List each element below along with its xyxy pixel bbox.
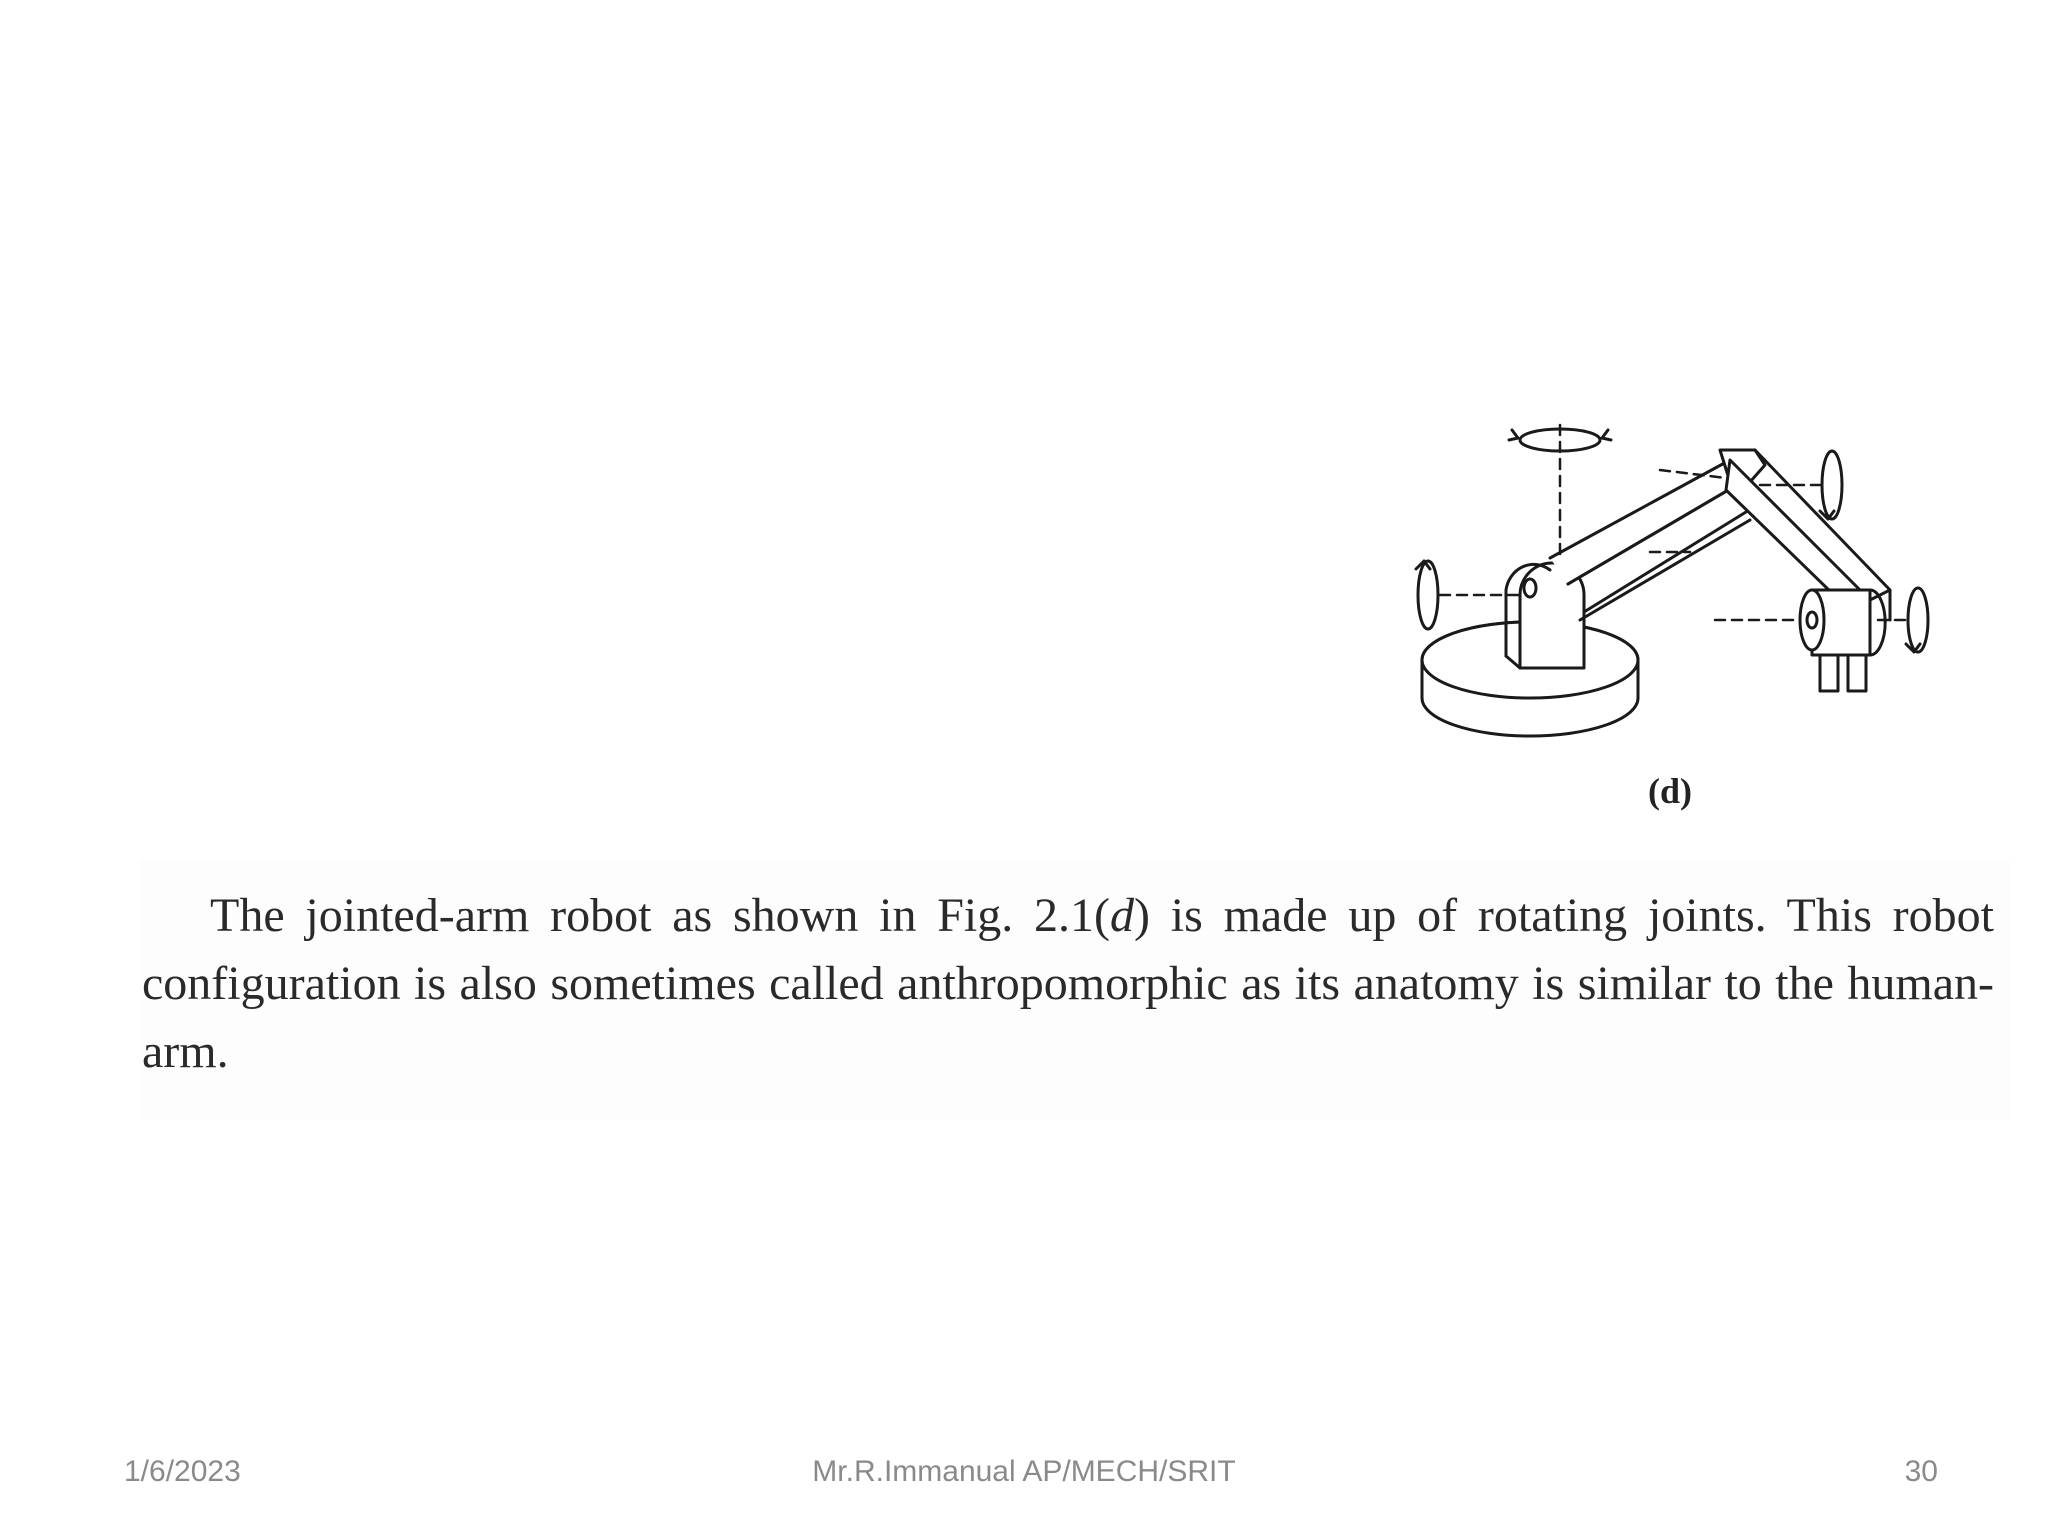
- gripper: [1820, 655, 1866, 691]
- paragraph: [142, 882, 1994, 1086]
- slide-number: 30: [1904, 1455, 1938, 1488]
- jointed-arm-robot-icon: [1400, 420, 2000, 820]
- figure-label: (d): [1648, 771, 1692, 811]
- paragraph-text-2: ) is made up of rotating joints. This robot configuration is also sometimes called anthropomorphic as its anatomy is similar to the human-arm.: [142, 889, 1995, 1078]
- robot-figure: [1400, 420, 2000, 820]
- footer-author: Mr.R.Immanual AP/MECH/SRIT: [812, 1455, 1236, 1488]
- footer-date: 1/6/2023: [124, 1455, 241, 1488]
- paragraph-text-1: The jointed-arm robot as shown in Fig. 2.1(: [210, 889, 1111, 942]
- figure-reference-letter: d: [1110, 889, 1135, 942]
